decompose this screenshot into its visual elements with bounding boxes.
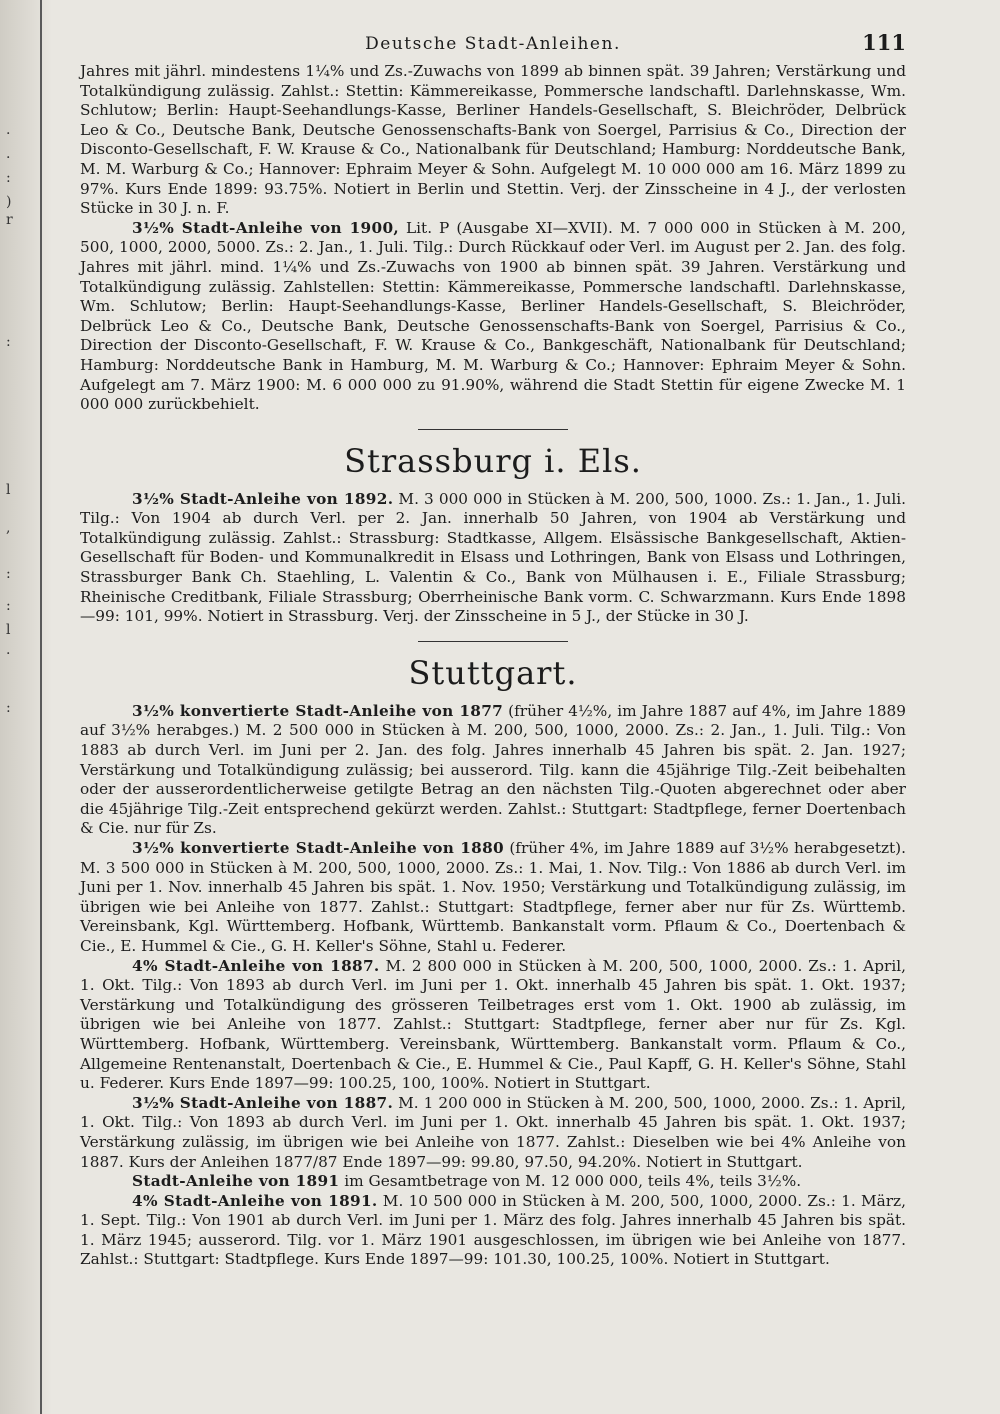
entry-text: im Gesamtbetrage von M. 12 000 000, teils 4%, teils 3½%. — [344, 1172, 802, 1191]
entry-text: M. 2 800 000 in Stücken à M. 200, 500, 1000, 2000. Zs.: 1. April, 1. Okt. Tilg.: Von 1893 ab durch Verl. im Juni per 1. Okt. innerhalb 45 Jahren bis spät. 1. Okt. 1937; Verstärkung und Totalkündigung des grösseren Teilbetrages erst vom 1. Okt. 1900 ab zulässig, im übrigen wie bei Anleihe von 1877. Zahlst.: Stuttgart: Stadtpflege, ferner aber nur für Zs. Kgl. Württemberg. Hofbank, Württemberg. Vereinsbank, Württemberg. Bankanstalt vorm. Pflaum & Co., Allgemeine Rentenanstalt, Doertenbach & Cie., E. Hummel & Cie., Paul Kapff, G. H. Keller's Söhne, Stahl u. Federer. Kurs Ende 1897—99: 100.25, 100, 100%. Notiert in Stuttgart. — [80, 956, 906, 1093]
margin-mark: : — [6, 598, 11, 614]
section-divider — [418, 641, 568, 642]
city-heading-stuttgart: Stuttgart. — [408, 653, 578, 692]
entry-title: 4% Stadt-Anleihe von 1891. — [132, 1191, 378, 1210]
stettin-continuation-paragraph: Jahres mit jährl. mindestens 1¼% und Zs.-Zuwachs von 1899 ab binnen spät. 39 Jahren; Verstärkung und Totalkündigung zulässig. Zahlst.: Stettin: Kämmereikasse, Pommersche landschaftl. Darlehnskasse, Wm. Schlutow; Berlin: Haupt-Seehandlungs-Kasse, Berliner Handels-Gesellschaft, S. Bleichröder, Delbrück Leo & Co., Deutsche Bank, Deutsche Genossenschafts-Bank von Soergel, Parrisius & Co., Direction der Disconto-Gesellschaft, F. W. Krause & Co., Nationalbank für Deutschland; Hamburg: Norddeutsche Bank, M. M. Warburg & Co.; Hannover: Ephraim Meyer & Sohn. Aufgelegt M. 10 000 000 am 16. März 1899 zu 97%. Kurs Ende 1899: 93.75%. Notiert in Berlin und Stettin. Verj. der Zinsscheine in 4 J., der verlosten Stücke in 30 J. n. F. — [80, 62, 906, 218]
stuttgart-entry — [80, 1094, 906, 1172]
stettin-1900-entry — [80, 219, 906, 415]
entry-title: 3½% konvertierte Stadt-Anleihe von 1880 — [132, 839, 505, 857]
entry-text: M. 3 000 000 in Stücken à M. 200, 500, 1000. Zs.: 1. Jan., 1. Juli. Tilg.: Von 1904 ab durch Verl. per 2. Jan. innerhalb 50 Jahren, von 1904 ab Verstärkung und Totalkündigung zulässig. Zahlst.: Strassburg: Stadtkasse, Allgem. Elsässische Bankgesellschaft, Aktien-Gesellschaft für Boden- und Kommunalkredit in Elsass und Lothringen, Bank von Elsass und Lothringen, Strassburger Bank Ch. Staehling, L. Valentin & Co., Bank von Mülhausen i. E., Filiale Strassburg; Rheinische Creditbank, Filiale Strassburg; Oberrheinische Bank vorm. C. Schwarzmann. Kurs Ende 1898—99: 101, 99%. Notiert in Strassburg. Verj. der Zinsscheine in 5 J., der Stücke in 30 J. — [80, 489, 906, 626]
running-head: Deutsche Stadt-Anleihen. — [365, 34, 621, 54]
entry-title: 4% Stadt-Anleihe von 1887. — [132, 956, 380, 975]
stuttgart-entry — [80, 839, 906, 957]
entry-text: M. 1 200 000 in Stücken à M. 200, 500, 1000, 2000. Zs.: 1. April, 1. Okt. Tilg.: Von 1893 ab durch Verl. im Juni per 1. Okt. innerhalb 45 Jahren bis spät. 1. Okt. 1937; Verstärkung zulässig, im übrigen wie bei Anleihe von 1877. Zahlst.: Dieselben wie bei 4% Anleihe von 1887. Kurs der Anleihen 1877/87 Ende 1897—99: 99.80, 97.50, 94.20%. Notiert in Stuttgart. — [80, 1093, 906, 1171]
margin-mark: : — [6, 566, 11, 582]
spine-line — [40, 0, 42, 1414]
margin-mark: l — [6, 482, 11, 498]
margin-marks — [2, 0, 26, 1414]
entry-title: 3½% Stadt-Anleihe von 1892. — [132, 489, 394, 508]
margin-mark: , — [6, 520, 11, 536]
margin-mark: . — [6, 122, 11, 138]
stuttgart-entry — [80, 957, 906, 1094]
document-page — [80, 30, 906, 1410]
page-number: 111 — [862, 30, 906, 55]
stuttgart-entry — [80, 1172, 906, 1192]
section-divider — [418, 429, 568, 430]
margin-mark: : — [6, 170, 11, 186]
entry-text: (früher 4%, im Jahre 1889 auf 3½% herabgesetzt). M. 3 500 000 in Stücken à M. 200, 500, 1000, 2000. Zs.: 1. Mai, 1. Nov. Tilg.: Von 1886 ab durch Verl. im Juni per 1. Nov. innerhalb 45 Jahren bis spät. 1. Nov. 1950; Verstärkung und Totalkündigung zulässig, im übrigen wie bei Anleihe von 1877. Zahlst.: Stuttgart: Stadtpflege, ferner aber nur für Zs. Württemb. Vereinsbank, Kgl. Württemberg. Hofbank, Württemb. Bankanstalt vorm. Pflaum & Co., Doertenbach & Cie., E. Hummel & Cie., G. H. Keller's Söhne, Stahl u. Federer. — [80, 839, 907, 955]
entry-text: M. 10 500 000 in Stücken à M. 200, 500, 1000, 2000. Zs.: 1. März, 1. Sept. Tilg.: Von 1901 ab durch Verl. im Juni per 1. März des folg. Jahres innerhalb 45 Jahren bis spät. 1. März 1945; ausserord. Tilg. vor 1. März 1901 ausgeschlossen, im übrigen wie bei Anleihe von 1877. Zahlst.: Stuttgart: Stadtpflege. Kurs Ende 1897—99: 101.30, 100.25, 100%. Notiert in Stuttgart. — [80, 1191, 906, 1269]
entry-text: (früher 4½%, im Jahre 1887 auf 4%, im Jahre 1889 auf 3½% herabges.) M. 2 500 000 in Stücken à M. 200, 500, 1000, 2000. Zs.: 2. Jan., 1. Juli. Tilg.: Von 1883 ab durch Verl. im Juni per 2. Jan. des folg. Jahres innerhalb 45 Jahren bis spät. 2. Jan. 1927; Verstärkung und Totalkündigung zulässig; bei ausserord. Tilg. kann die 45jährige Tilg.-Zeit beibehalten oder der ausserordentlicherweise getilgte Betrag an den nächsten Tilg.-Quoten abgerechnet oder aber die 45jährige Tilg.-Zeit entsprechend gekürzt werden. Zahlst.: Stuttgart: Stadtpflege, ferner Doertenbach & Cie. nur für Zs. — [80, 701, 906, 838]
margin-mark: ) — [6, 194, 12, 210]
entry-title: 3½% konvertierte Stadt-Anleihe von 1877 — [132, 701, 504, 720]
entry-title: 3½% Stadt-Anleihe von 1887. — [132, 1093, 394, 1112]
strassburg-entry — [80, 490, 906, 627]
margin-mark: : — [6, 334, 11, 350]
margin-mark: l — [6, 622, 11, 638]
page-header — [80, 30, 906, 62]
stuttgart-entry — [80, 702, 906, 839]
entry-text: Lit. P (Ausgabe XI—XVII). M. 7 000 000 in Stücken à M. 200, 500, 1000, 2000, 5000. Zs.: 2. Jan., 1. Juli. Tilg.: Durch Rückkauf oder Verl. im August per 2. Jan. des folg. Jahres mit jährl. mind. 1¼% und Zs.-Zuwachs von 1900 ab binnen spät. 39 Jahren. Verstärkung und Totalkündigung zulässig. Zahlstellen: Stettin: Kämmereikasse, Pommersche landschaftl. Darlehnskasse, Wm. Schlutow; Berlin: Haupt-Seehandlungs-Kasse, Berliner Handels-Gesellschaft, S. Bleichröder, Delbrück Leo & Co., Deutsche Bank, Deutsche Genossenschafts-Bank von Soergel, Parrisius & Co., Direction der Disconto-Gesellschaft, F. W. Krause & Co., Bankgeschäft, Nationalbank für Deutschland; Hamburg: Norddeutsche Bank in Hamburg, M. M. Warburg & Co.; Hannover: Ephraim Meyer & Sohn. Aufgelegt am 7. März 1900: M. 6 000 000 zu 91.90%, während die Stadt Stettin für eigene Zwecke M. 1 000 000 zurückbehielt. — [80, 218, 906, 414]
entry-title: Stadt-Anleihe von 1891 — [132, 1172, 340, 1191]
margin-mark: r — [6, 212, 13, 228]
margin-mark: . — [6, 642, 11, 658]
entry-title: 3½% Stadt-Anleihe von 1900, — [132, 218, 400, 237]
city-heading-strassburg: Strassburg i. Els. — [344, 441, 642, 480]
margin-mark: : — [6, 700, 11, 716]
margin-mark: . — [6, 146, 11, 162]
stuttgart-entry — [80, 1192, 906, 1270]
